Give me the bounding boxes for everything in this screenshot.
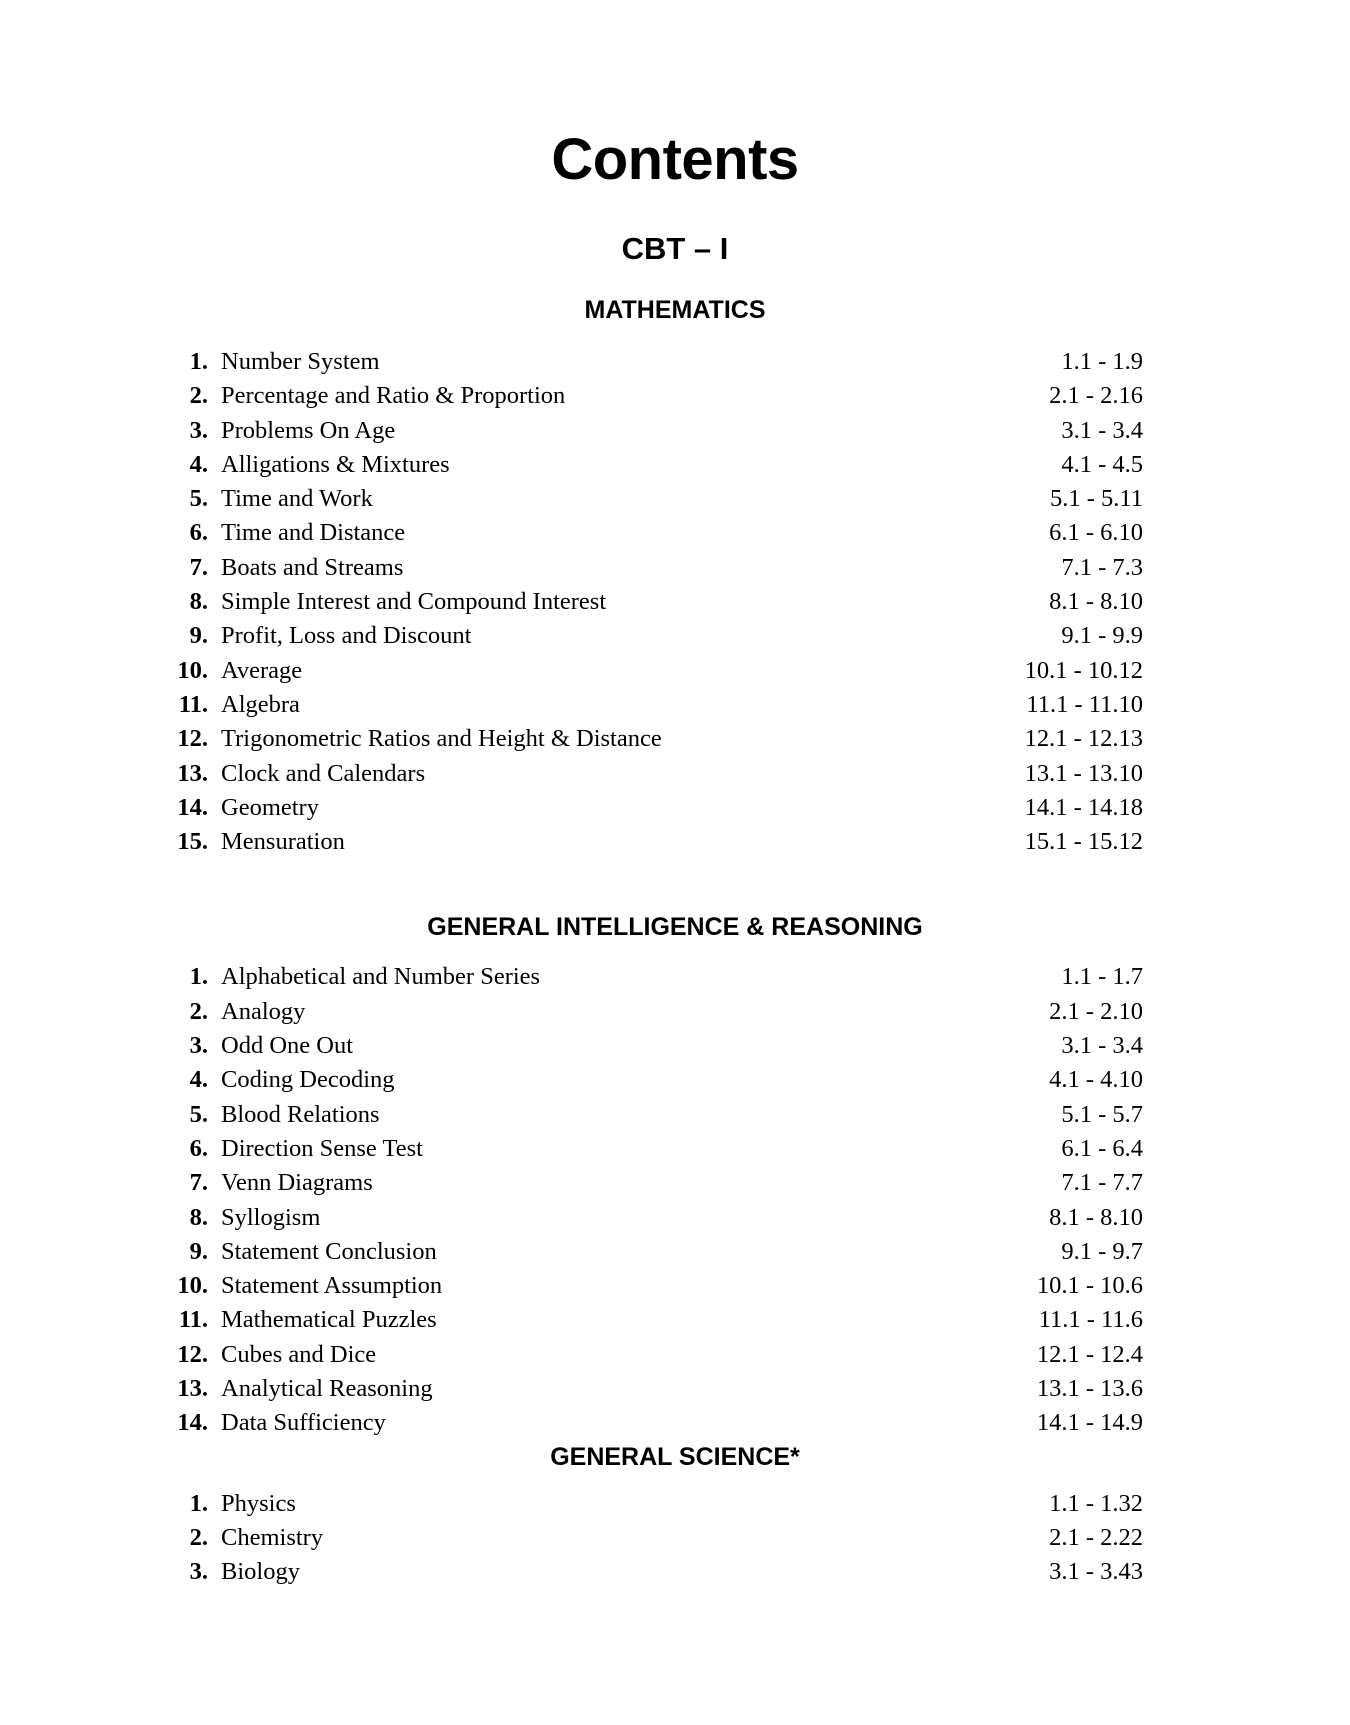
toc-entry[interactable] <box>0 619 1350 653</box>
toc-entry[interactable] <box>0 482 1350 516</box>
toc-entry[interactable] <box>0 757 1350 791</box>
toc-entry[interactable] <box>0 379 1350 413</box>
toc-entry-page-range: 2.1 - 2.16 <box>1049 382 1143 410</box>
toc-entry-title[interactable]: Analytical Reasoning <box>221 1375 433 1403</box>
toc-entry[interactable] <box>0 1521 1350 1555</box>
toc-entry[interactable] <box>0 1132 1350 1166</box>
toc-entry-title[interactable]: Statement Assumption <box>221 1272 443 1300</box>
toc-entry-page-range: 3.1 - 3.4 <box>1061 416 1143 444</box>
section-heading-mathematics: MATHEMATICS <box>584 296 766 324</box>
toc-entry[interactable] <box>0 516 1350 550</box>
toc-entry-page-range: 5.1 - 5.11 <box>1050 485 1143 513</box>
toc-entry-title[interactable]: Profit, Loss and Discount <box>221 622 472 650</box>
toc-entry-number: 11. <box>178 690 208 718</box>
toc-entry[interactable] <box>0 688 1350 722</box>
toc-entry-title[interactable]: Physics <box>221 1489 296 1517</box>
toc-entry[interactable] <box>0 1063 1350 1097</box>
toc-entry-title[interactable]: Venn Diagrams <box>221 1169 373 1197</box>
toc-entry-page-range: 12.1 - 12.4 <box>1036 1340 1143 1368</box>
toc-entry-title[interactable]: Analogy <box>221 997 306 1025</box>
toc-entry-number: 13. <box>177 759 208 787</box>
section-mathematics <box>0 264 1350 859</box>
toc-entry-title[interactable]: Geometry <box>221 793 319 821</box>
toc-entry[interactable] <box>0 722 1350 756</box>
toc-entry[interactable] <box>0 960 1350 994</box>
toc-entry-number: 2. <box>189 1523 208 1551</box>
toc-entry[interactable] <box>0 1406 1350 1440</box>
section-heading-general-science: GENERAL SCIENCE* <box>550 1442 800 1471</box>
toc-entry-title[interactable]: Time and Distance <box>221 519 406 547</box>
toc-entry[interactable] <box>0 791 1350 825</box>
toc-entry[interactable] <box>0 585 1350 619</box>
toc-entry-page-range: 1.1 - 1.32 <box>1049 1489 1143 1517</box>
toc-entry[interactable] <box>0 551 1350 585</box>
toc-entry-number: 15. <box>177 828 208 856</box>
toc-entry-title[interactable]: Direction Sense Test <box>221 1134 423 1162</box>
toc-entry[interactable] <box>0 1372 1350 1406</box>
toc-entry-title[interactable]: Trigonometric Ratios and Height & Distance <box>221 725 662 753</box>
toc-entry-number: 2. <box>189 997 208 1025</box>
toc-entry-number: 10. <box>177 656 208 684</box>
toc-entry[interactable] <box>0 1555 1350 1589</box>
toc-entry-number: 1. <box>189 348 208 375</box>
toc-entry-title[interactable]: Statement Conclusion <box>221 1237 437 1265</box>
toc-list-mathematics <box>0 345 1350 859</box>
toc-entry-page-range: 2.1 - 2.10 <box>1049 997 1143 1025</box>
toc-entry-title[interactable]: Blood Relations <box>221 1100 380 1128</box>
toc-entry[interactable] <box>0 1235 1350 1269</box>
toc-entry-page-range: 15.1 - 15.12 <box>1024 828 1143 856</box>
section-heading-reasoning: GENERAL INTELLIGENCE & REASONING <box>427 913 923 942</box>
toc-entry-number: 6. <box>189 519 208 547</box>
toc-entry[interactable] <box>0 414 1350 448</box>
toc-entry-title[interactable]: Cubes and Dice <box>221 1340 377 1368</box>
toc-list-general-science <box>0 1487 1350 1590</box>
toc-entry-page-range: 2.1 - 2.22 <box>1049 1523 1143 1551</box>
toc-entry-number: 13. <box>177 1375 208 1403</box>
toc-entry-number: 12. <box>177 725 208 753</box>
toc-entry-page-range: 13.1 - 13.6 <box>1036 1375 1143 1403</box>
toc-entry[interactable] <box>0 1487 1350 1521</box>
toc-entry-number: 7. <box>189 553 208 581</box>
toc-entry-number: 3. <box>189 1558 208 1586</box>
toc-entry-title[interactable]: Boats and Streams <box>221 553 404 581</box>
toc-entry[interactable] <box>0 654 1350 688</box>
toc-entry-number: 3. <box>189 1032 208 1060</box>
toc-entry-page-range: 14.1 - 14.9 <box>1036 1409 1143 1437</box>
toc-entry-number: 14. <box>177 1409 208 1437</box>
toc-entry-page-range: 13.1 - 13.10 <box>1024 759 1143 787</box>
toc-entry[interactable] <box>0 825 1350 859</box>
toc-entry-page-range: 10.1 - 10.6 <box>1036 1272 1143 1300</box>
toc-entry-page-range: 8.1 - 8.10 <box>1049 1203 1143 1231</box>
toc-entry-number: 11. <box>178 1306 208 1334</box>
toc-entry-page-range: 7.1 - 7.7 <box>1061 1169 1143 1197</box>
toc-entry-page-range: 4.1 - 4.5 <box>1061 450 1143 478</box>
toc-entry-number: 14. <box>177 793 208 821</box>
section-general-science <box>0 1442 1350 1590</box>
exam-title: CBT – I <box>621 231 729 266</box>
toc-entry-number: 1. <box>189 1489 208 1517</box>
toc-entry-page-range: 14.1 - 14.18 <box>1024 793 1143 821</box>
toc-entry-title[interactable]: Simple Interest and Compound Interest <box>221 588 607 616</box>
toc-entry[interactable] <box>0 995 1350 1029</box>
toc-entry[interactable] <box>0 1269 1350 1303</box>
toc-entry-number: 7. <box>189 1169 208 1197</box>
toc-entry-page-range: 1.1 - 1.7 <box>1061 963 1143 991</box>
toc-entry-title[interactable]: Average <box>221 656 303 684</box>
toc-entry-page-range: 9.1 - 9.7 <box>1061 1237 1143 1265</box>
toc-entry-number: 12. <box>177 1340 208 1368</box>
section-spacer <box>0 859 1350 915</box>
toc-entry-title[interactable]: Biology <box>221 1558 300 1586</box>
toc-entry-title[interactable]: Time and Work <box>221 485 373 513</box>
toc-entry-title[interactable]: Clock and Calendars <box>221 759 426 787</box>
toc-entry-page-range: 3.1 - 3.4 <box>1061 1032 1143 1060</box>
toc-entry-page-range: 6.1 - 6.10 <box>1049 519 1143 547</box>
toc-entry-page-range: 11.1 - 11.6 <box>1038 1306 1143 1334</box>
toc-entry[interactable] <box>0 1303 1350 1337</box>
toc-entry-title[interactable]: Alphabetical and Number Series <box>221 963 541 991</box>
toc-entry-title[interactable]: Algebra <box>221 690 300 718</box>
toc-entry-number: 4. <box>189 450 208 478</box>
toc-entry-page-range: 10.1 - 10.12 <box>1024 656 1143 684</box>
toc-entry-number: 8. <box>189 1203 208 1231</box>
toc-entry-number: 5. <box>189 1100 208 1128</box>
toc-entry-page-range: 4.1 - 4.10 <box>1049 1066 1143 1094</box>
toc-entry-number: 3. <box>189 416 208 444</box>
toc-entry-number: 9. <box>189 1237 208 1265</box>
toc-entry-title[interactable]: Coding Decoding <box>221 1066 395 1094</box>
toc-entry-title[interactable]: Data Sufficiency <box>221 1409 386 1437</box>
toc-entry-page-range: 9.1 - 9.9 <box>1061 622 1143 650</box>
toc-entry-number: 1. <box>189 963 208 991</box>
toc-entry[interactable] <box>0 1166 1350 1200</box>
toc-entry-page-range: 6.1 - 6.4 <box>1061 1134 1143 1162</box>
toc-entry[interactable] <box>0 1338 1350 1372</box>
toc-entry-page-range: 12.1 - 12.13 <box>1024 725 1143 753</box>
toc-entry-page-range: 1.1 - 1.9 <box>1061 348 1143 375</box>
toc-entry-title[interactable]: Percentage and Ratio & Proportion <box>221 382 566 410</box>
toc-entry-number: 2. <box>189 382 208 410</box>
toc-entry[interactable] <box>0 1098 1350 1132</box>
toc-list-reasoning <box>0 960 1350 1440</box>
toc-entry-number: 6. <box>189 1134 208 1162</box>
toc-entry-title[interactable]: Problems On Age <box>221 416 396 444</box>
toc-entry-number: 8. <box>189 588 208 616</box>
toc-entry-title[interactable]: Mensuration <box>221 828 345 856</box>
toc-entry[interactable] <box>0 1029 1350 1063</box>
toc-entry-title[interactable]: Chemistry <box>221 1523 324 1551</box>
toc-entry-title[interactable]: Number System <box>221 348 380 375</box>
toc-entry-title[interactable]: Alligations & Mixtures <box>221 450 450 478</box>
toc-entry-page-range: 7.1 - 7.3 <box>1061 553 1143 581</box>
toc-entry-page-range: 5.1 - 5.7 <box>1061 1100 1143 1128</box>
toc-entry-number: 9. <box>189 622 208 650</box>
toc-entry[interactable] <box>0 345 1350 379</box>
toc-entry-title[interactable]: Mathematical Puzzles <box>221 1306 437 1334</box>
toc-entry[interactable] <box>0 1201 1350 1235</box>
page-title: Contents <box>551 127 799 192</box>
toc-entry[interactable] <box>0 448 1350 482</box>
toc-entry-page-range: 8.1 - 8.10 <box>1049 588 1143 616</box>
toc-entry-page-range: 11.1 - 11.10 <box>1026 690 1143 718</box>
section-reasoning <box>0 915 1350 1440</box>
toc-entry-page-range: 3.1 - 3.43 <box>1049 1558 1143 1586</box>
toc-entry-number: 5. <box>189 485 208 513</box>
toc-entry-title[interactable]: Odd One Out <box>221 1032 354 1060</box>
toc-entry-title[interactable]: Syllogism <box>221 1203 321 1231</box>
toc-entry-number: 10. <box>177 1272 208 1300</box>
toc-entry-number: 4. <box>189 1066 208 1094</box>
